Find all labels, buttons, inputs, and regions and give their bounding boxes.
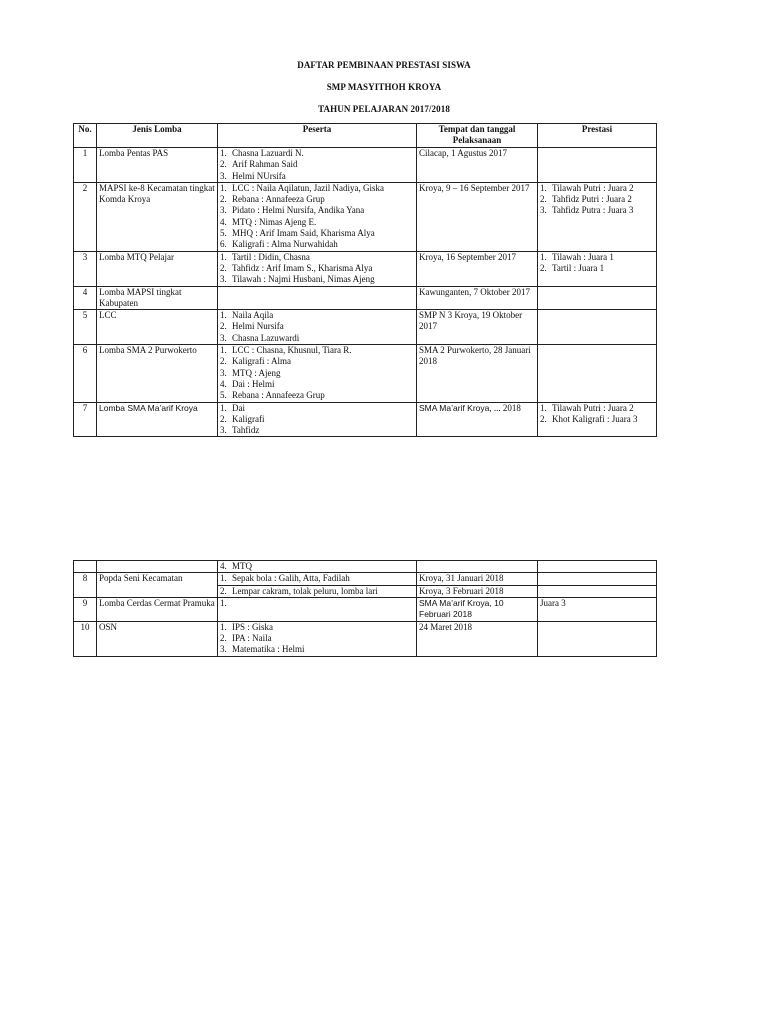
list-number: 1. — [220, 597, 227, 608]
peserta-item: Kaligrafi : Alma Nurwahidah — [232, 239, 338, 250]
peserta-item: Rebana : Annafeeza Grup — [232, 390, 325, 401]
cell-no: 2 — [74, 182, 97, 251]
cell-peserta — [218, 286, 417, 310]
cell-jenis: Lomba SMA Ma’arif Kroya — [97, 402, 218, 437]
list-number: 4. — [220, 378, 227, 389]
cell-jenis: Lomba MTQ Pelajar — [97, 251, 218, 286]
prestasi-item: Tahfidz Putra : Juara 3 — [552, 205, 634, 216]
cell-peserta — [218, 621, 417, 656]
cell-jenis: OSN — [97, 621, 218, 656]
list-number: 2. — [540, 413, 547, 424]
cell-no: 8 — [74, 573, 97, 598]
cell-tempat: SMP N 3 Kroya, 19 Oktober 2017 — [417, 310, 538, 345]
table-row — [74, 182, 657, 251]
cell-prestasi — [538, 182, 657, 251]
list-number: 2. — [220, 262, 227, 273]
cell-tempat: Kroya, 9 – 16 September 2017 — [417, 182, 538, 251]
prestasi-item: Tartil : Juara 1 — [552, 262, 605, 273]
table-row — [74, 597, 657, 621]
peserta-item: IPA : Naila — [232, 633, 272, 644]
tempat-date: , 10 Februari 2018 — [419, 597, 504, 620]
cell-jenis: MAPSI ke-8 Kecamatan tingkat Komda Kroya — [97, 182, 218, 251]
peserta-item: Arif Rahman Said — [232, 159, 298, 170]
cell-no: 6 — [74, 345, 97, 402]
cell-peserta — [218, 573, 417, 585]
cell-prestasi — [538, 310, 657, 345]
cell-jenis: Lomba Cerdas Cermat Pramuka — [97, 597, 218, 621]
prestasi-item: Tilawah Putri : Juara 2 — [552, 182, 634, 193]
prestasi-table-page2 — [73, 560, 657, 657]
peserta-item: MTQ : Ajeng — [232, 367, 281, 378]
prestasi-item: Tahfidz Putri : Juara 2 — [552, 194, 632, 205]
list-number: 3. — [220, 274, 227, 285]
doc-title: DAFTAR PEMBINAAN PRESTASI SISWA — [297, 60, 471, 70]
cell-peserta — [218, 402, 417, 437]
list-number: 4. — [220, 216, 227, 227]
table-row — [74, 561, 657, 573]
cell-peserta — [218, 597, 417, 621]
table-row — [74, 345, 657, 402]
cell-tempat — [417, 402, 538, 437]
cell-prestasi — [538, 621, 657, 656]
peserta-item: Chasna Lazuwardi — [232, 332, 300, 343]
list-number: 3. — [220, 644, 227, 655]
list-number: 3. — [220, 332, 227, 343]
list-number: 2. — [540, 194, 547, 205]
cell-tempat: Kroya, 16 September 2017 — [417, 251, 538, 286]
peserta-item: Lempar cakram, tolak peluru, lomba lari — [232, 585, 378, 596]
header-prestasi: Prestasi — [538, 124, 657, 148]
prestasi-item: Tilawah Putri : Juara 2 — [552, 402, 634, 413]
cell-jenis: Lomba Pentas PAS — [97, 148, 218, 183]
list-number: 1. — [540, 251, 547, 262]
list-number: 6. — [220, 239, 227, 250]
peserta-item: LCC : Chasna, Khusnul, Tiara R. — [232, 345, 352, 356]
peserta-item: IPS : Giska — [232, 621, 274, 632]
cell-tempat — [417, 597, 538, 621]
list-number: 3. — [220, 170, 227, 181]
prestasi-item: Tilawah : Juara 1 — [552, 251, 614, 262]
cell-prestasi — [538, 585, 657, 597]
list-number: 1. — [220, 573, 227, 584]
cell-no: 3 — [74, 251, 97, 286]
cell-no: 9 — [74, 597, 97, 621]
prestasi-item: Khot Kaligrafi : Juara 3 — [552, 413, 638, 424]
table-row — [74, 251, 657, 286]
peserta-item: Tahfidz — [232, 425, 260, 436]
peserta-item: Dai : Helmi — [232, 378, 275, 389]
list-number: 5. — [220, 228, 227, 239]
cell-tempat: Cilacap, 1 Agustus 2017 — [417, 148, 538, 183]
school-name: SMP MASYITHOH KROYA — [326, 82, 442, 92]
list-number: 1. — [220, 148, 227, 158]
cell-tempat: Kroya, 3 Februari 2018 — [417, 585, 538, 597]
header-no: No. — [74, 124, 97, 148]
peserta-item: MHQ : Arif Imam Said, Kharisma Alya — [232, 228, 375, 239]
table-row — [74, 402, 657, 437]
peserta-item: Tahfidz : Arif Imam S., Kharisma Alya — [232, 262, 373, 273]
cell-no: 7 — [74, 402, 97, 437]
cell-prestasi — [538, 573, 657, 585]
peserta-item: Helmi Nursifa — [232, 321, 284, 332]
list-number: 1. — [220, 310, 227, 321]
cell-prestasi — [538, 345, 657, 402]
peserta-item: LCC : Naila Aqilatun, Jazil Nadiya, Giska — [232, 182, 384, 193]
cell-no: 1 — [74, 148, 97, 183]
list-number: 1. — [540, 402, 547, 413]
table-row — [74, 148, 657, 183]
cell-prestasi — [538, 402, 657, 437]
cell-peserta — [218, 345, 417, 402]
peserta-item: Rebana : Annafeeza Grup — [232, 194, 325, 205]
list-number: 3. — [220, 425, 227, 436]
peserta-item: Kaligrafi — [232, 413, 265, 424]
peserta-item: Pidato : Helmi Nursifa, Andika Yana — [232, 205, 365, 216]
cell-peserta — [218, 148, 417, 183]
prestasi-table-page1 — [73, 123, 657, 437]
list-number: 2. — [540, 262, 547, 273]
cell-peserta — [218, 561, 417, 573]
list-number: 3. — [220, 367, 227, 378]
tempat-name: SMA Ma’arif Kroya — [419, 402, 490, 413]
list-number: 4. — [220, 561, 227, 571]
peserta-item: Sepak bola : Galih, Atta, Fadilah — [232, 573, 350, 584]
cell-jenis — [97, 561, 218, 573]
peserta-item: Chasna Lazuardi N. — [232, 148, 304, 158]
cell-prestasi — [538, 286, 657, 310]
header-tempat-tanggal: Tempat dan tanggal Pelaksanaan — [417, 124, 538, 148]
tempat-name: SMA Ma’arif Kroya — [419, 597, 490, 608]
list-number: 2. — [220, 321, 227, 332]
cell-no: 10 — [74, 621, 97, 656]
list-number: 1. — [220, 345, 227, 356]
list-number: 3. — [220, 205, 227, 216]
cell-prestasi — [538, 148, 657, 183]
cell-tempat: Kroya, 31 Januari 2018 — [417, 573, 538, 585]
list-number: 3. — [540, 205, 547, 216]
cell-no: 5 — [74, 310, 97, 345]
list-number: 1. — [220, 182, 227, 193]
cell-peserta — [218, 182, 417, 251]
cell-no: 4 — [74, 286, 97, 310]
peserta-item: Naila Aqila — [232, 310, 274, 321]
cell-prestasi — [538, 251, 657, 286]
cell-tempat: Kawunganten, 7 Oktober 2017 — [417, 286, 538, 310]
list-number: 2. — [220, 585, 227, 596]
list-number: 2. — [220, 633, 227, 644]
cell-jenis: Lomba SMA 2 Purwokerto — [97, 345, 218, 402]
cell-peserta — [218, 585, 417, 597]
cell-jenis: Popda Seni Kecamatan — [97, 573, 218, 598]
peserta-item: Tilawah : Najmi Husbani, Nimas Ajeng — [232, 274, 375, 285]
peserta-item: Dai — [232, 402, 245, 413]
peserta-item: Kaligrafi : Alma — [232, 356, 291, 367]
peserta-item: MTQ — [232, 561, 252, 571]
list-number: 1. — [220, 402, 227, 413]
cell-jenis: LCC — [97, 310, 218, 345]
list-number: 2. — [220, 356, 227, 367]
cell-tempat: 24 Maret 2018 — [417, 621, 538, 656]
list-number: 1. — [220, 621, 227, 632]
header-peserta: Peserta — [218, 124, 417, 148]
table-row — [74, 310, 657, 345]
cell-no — [74, 561, 97, 573]
peserta-item: Matematika : Helmi — [232, 644, 305, 655]
academic-year: TAHUN PELAJARAN 2017/2018 — [318, 104, 450, 114]
cell-tempat: SMA 2 Purwokerto, 28 Januari 2018 — [417, 345, 538, 402]
cell-peserta — [218, 251, 417, 286]
tempat-date: , ... 2018 — [489, 402, 521, 413]
list-number: 5. — [220, 390, 227, 401]
cell-prestasi: Juara 3 — [538, 597, 657, 621]
table-row — [74, 573, 657, 585]
list-number: 1. — [220, 251, 227, 262]
peserta-item: Helmi NUrsifa — [232, 170, 286, 181]
list-number: 2. — [220, 413, 227, 424]
header-jenis-lomba: Jenis Lomba — [97, 124, 218, 148]
list-number: 2. — [220, 194, 227, 205]
table-row — [74, 621, 657, 656]
cell-tempat — [417, 561, 538, 573]
list-number: 1. — [540, 182, 547, 193]
cell-jenis: Lomba MAPSI tingkat Kabupaten — [97, 286, 218, 310]
peserta-item: MTQ : Nimas Ajeng E. — [232, 216, 317, 227]
cell-prestasi — [538, 561, 657, 573]
table-row — [74, 286, 657, 310]
cell-peserta — [218, 310, 417, 345]
peserta-item: Tartil : Didin, Chasna — [232, 251, 310, 262]
list-number: 2. — [220, 159, 227, 170]
